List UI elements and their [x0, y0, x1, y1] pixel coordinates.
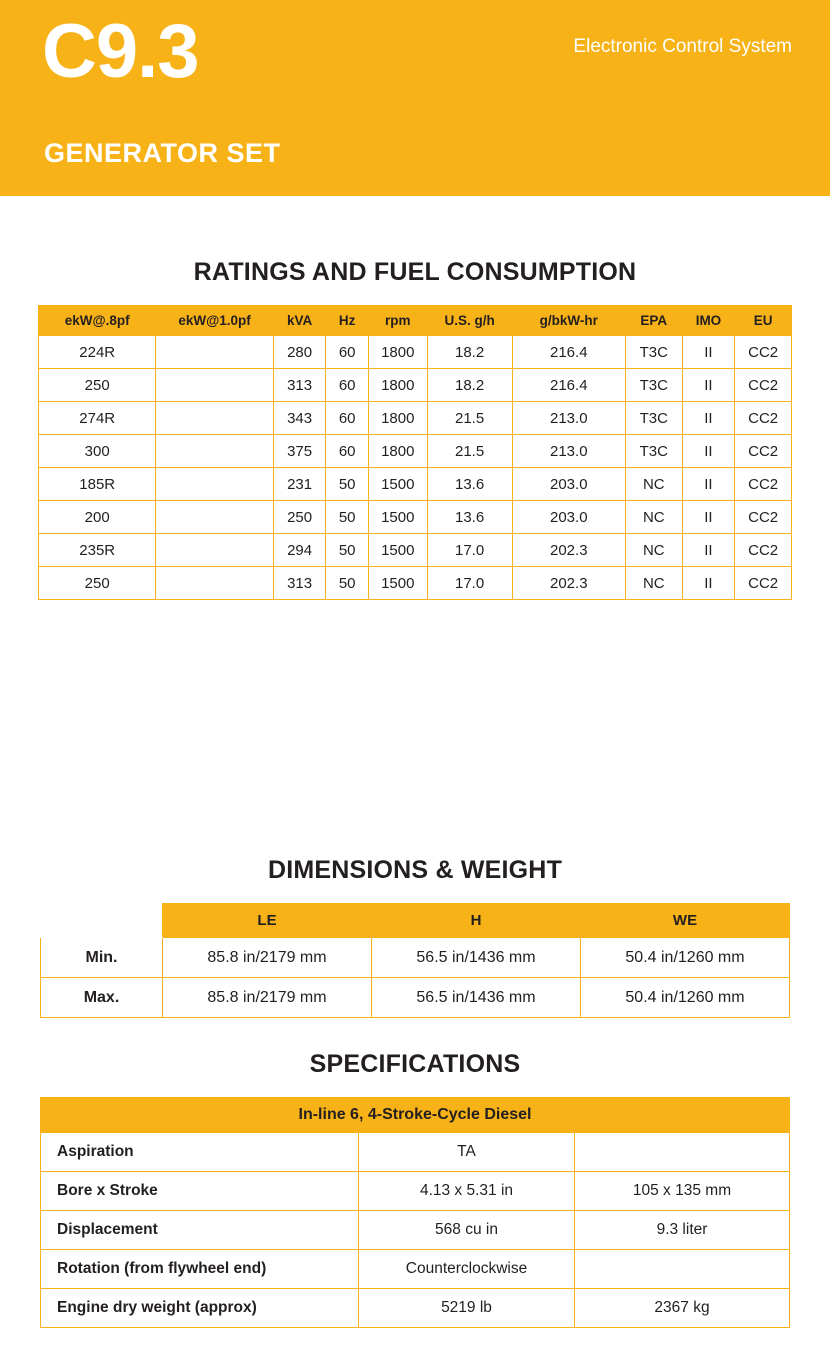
cell-eu: CC2 — [735, 402, 792, 435]
table-row — [39, 435, 792, 468]
cell-eu: CC2 — [735, 567, 792, 600]
cell-ekw08: 274R — [39, 402, 156, 435]
dimensions-section-title: DIMENSIONS & WEIGHT — [267, 856, 563, 884]
spec-label-bore-stroke: Bore x Stroke — [41, 1172, 359, 1211]
table-row — [41, 1250, 790, 1289]
cell-epa: NC — [625, 501, 682, 534]
cell-imo: II — [682, 567, 735, 600]
cell-hz: 60 — [326, 435, 369, 468]
cell-rpm: 1800 — [368, 336, 427, 369]
table-row — [39, 369, 792, 402]
spec-label-displacement: Displacement — [41, 1211, 359, 1250]
table-row — [41, 1211, 790, 1250]
spec-value-imperial: 4.13 x 5.31 in — [359, 1172, 575, 1211]
spec-value-imperial: TA — [359, 1133, 575, 1172]
cell-imo: II — [682, 501, 735, 534]
cell-rpm: 1800 — [368, 369, 427, 402]
ratings-col-usgh: U.S. g/h — [427, 306, 512, 336]
cell-kva: 231 — [273, 468, 326, 501]
cell-epa: T3C — [625, 435, 682, 468]
product-subtitle: GENERATOR SET — [44, 138, 281, 168]
dims-col-corner — [41, 904, 163, 938]
cell-epa: NC — [625, 468, 682, 501]
cell-gbkwhr: 202.3 — [512, 567, 625, 600]
cell-le: 85.8 in/2179 mm — [163, 938, 372, 978]
spec-label-rotation: Rotation (from flywheel end) — [41, 1250, 359, 1289]
cell-h: 56.5 in/1436 mm — [372, 978, 581, 1018]
cell-ekw10 — [156, 468, 273, 501]
dimensions-table — [40, 903, 790, 1018]
cell-usgh: 13.6 — [427, 501, 512, 534]
spec-value-metric: 9.3 liter — [575, 1211, 790, 1250]
spec-value-metric: 2367 kg — [575, 1289, 790, 1328]
spec-label-aspiration: Aspiration — [41, 1133, 359, 1172]
table-row — [39, 468, 792, 501]
ratings-col-ekw08: ekW@.8pf — [39, 306, 156, 336]
cell-kva: 294 — [273, 534, 326, 567]
product-model: C9.3 — [42, 9, 199, 94]
cell-gbkwhr: 216.4 — [512, 336, 625, 369]
cell-kva: 343 — [273, 402, 326, 435]
dims-col-we: WE — [581, 904, 790, 938]
ratings-col-eu: EU — [735, 306, 792, 336]
cell-usgh: 17.0 — [427, 534, 512, 567]
cell-ekw10 — [156, 534, 273, 567]
cell-imo: II — [682, 402, 735, 435]
cell-kva: 313 — [273, 567, 326, 600]
cell-gbkwhr: 202.3 — [512, 534, 625, 567]
cell-eu: CC2 — [735, 369, 792, 402]
cell-rpm: 1500 — [368, 501, 427, 534]
cell-hz: 60 — [326, 402, 369, 435]
cell-ekw08: 185R — [39, 468, 156, 501]
cell-imo: II — [682, 468, 735, 501]
cell-rpm: 1500 — [368, 534, 427, 567]
table-row — [41, 1133, 790, 1172]
table-row — [39, 336, 792, 369]
cell-le: 85.8 in/2179 mm — [163, 978, 372, 1018]
table-row — [41, 978, 790, 1018]
spec-value-imperial: Counterclockwise — [359, 1250, 575, 1289]
cell-eu: CC2 — [735, 435, 792, 468]
spec-label-dry-weight: Engine dry weight (approx) — [41, 1289, 359, 1328]
cell-ekw08: 235R — [39, 534, 156, 567]
cell-gbkwhr: 203.0 — [512, 501, 625, 534]
table-row — [41, 1172, 790, 1211]
cell-we: 50.4 in/1260 mm — [581, 978, 790, 1018]
ratings-col-ekw10: ekW@1.0pf — [156, 306, 273, 336]
cell-hz: 50 — [326, 468, 369, 501]
dims-row-label-max: Max. — [41, 978, 163, 1018]
cell-ekw10 — [156, 402, 273, 435]
cell-imo: II — [682, 336, 735, 369]
table-row — [39, 402, 792, 435]
cell-ekw08: 300 — [39, 435, 156, 468]
cell-gbkwhr: 213.0 — [512, 435, 625, 468]
ratings-section-title: RATINGS AND FUEL CONSUMPTION — [193, 258, 637, 286]
cell-ekw10 — [156, 369, 273, 402]
cell-ekw10 — [156, 501, 273, 534]
cell-kva: 313 — [273, 369, 326, 402]
cell-imo: II — [682, 435, 735, 468]
ratings-col-epa: EPA — [625, 306, 682, 336]
cell-usgh: 18.2 — [427, 369, 512, 402]
spec-value-metric: 105 x 135 mm — [575, 1172, 790, 1211]
ratings-col-gbkwhr: g/bkW-hr — [512, 306, 625, 336]
control-system-label: Electronic Control System — [573, 36, 792, 57]
cell-hz: 50 — [326, 501, 369, 534]
cell-rpm: 1500 — [368, 567, 427, 600]
cell-epa: T3C — [625, 402, 682, 435]
cell-h: 56.5 in/1436 mm — [372, 938, 581, 978]
specs-engine-type: In-line 6, 4-Stroke-Cycle Diesel — [41, 1098, 790, 1133]
table-row — [39, 567, 792, 600]
table-row — [39, 501, 792, 534]
dims-col-h: H — [372, 904, 581, 938]
cell-ekw08: 200 — [39, 501, 156, 534]
cell-usgh: 17.0 — [427, 567, 512, 600]
cell-epa: T3C — [625, 369, 682, 402]
cell-ekw08: 224R — [39, 336, 156, 369]
cell-we: 50.4 in/1260 mm — [581, 938, 790, 978]
dimensions-table-wrap — [40, 903, 790, 1018]
cell-eu: CC2 — [735, 534, 792, 567]
cell-eu: CC2 — [735, 501, 792, 534]
cell-usgh: 21.5 — [427, 435, 512, 468]
header-banner — [0, 0, 830, 196]
cell-epa: NC — [625, 567, 682, 600]
ratings-col-imo: IMO — [682, 306, 735, 336]
cell-hz: 60 — [326, 369, 369, 402]
cell-gbkwhr: 213.0 — [512, 402, 625, 435]
cell-ekw10 — [156, 567, 273, 600]
table-row — [41, 1289, 790, 1328]
cell-kva: 280 — [273, 336, 326, 369]
table-header-row — [41, 904, 790, 938]
cell-ekw10 — [156, 336, 273, 369]
cell-eu: CC2 — [735, 336, 792, 369]
cell-imo: II — [682, 369, 735, 402]
cell-epa: NC — [625, 534, 682, 567]
cell-ekw10 — [156, 435, 273, 468]
specifications-table — [40, 1097, 790, 1328]
ratings-col-kva: kVA — [273, 306, 326, 336]
table-row — [39, 534, 792, 567]
specifications-table-wrap — [40, 1097, 790, 1328]
spec-value-imperial: 5219 lb — [359, 1289, 575, 1328]
dims-col-le: LE — [163, 904, 372, 938]
spec-value-metric — [575, 1133, 790, 1172]
ratings-col-hz: Hz — [326, 306, 369, 336]
spec-value-metric — [575, 1250, 790, 1289]
cell-hz: 60 — [326, 336, 369, 369]
cell-usgh: 18.2 — [427, 336, 512, 369]
cell-rpm: 1500 — [368, 468, 427, 501]
dims-row-label-min: Min. — [41, 938, 163, 978]
cell-gbkwhr: 216.4 — [512, 369, 625, 402]
cell-rpm: 1800 — [368, 435, 427, 468]
cell-ekw08: 250 — [39, 369, 156, 402]
table-row — [41, 938, 790, 978]
cell-imo: II — [682, 534, 735, 567]
cell-kva: 250 — [273, 501, 326, 534]
cell-hz: 50 — [326, 567, 369, 600]
ratings-table-wrap — [38, 305, 792, 600]
cell-hz: 50 — [326, 534, 369, 567]
specifications-section-title: SPECIFICATIONS — [309, 1050, 521, 1078]
spec-value-imperial: 568 cu in — [359, 1211, 575, 1250]
ratings-table — [38, 305, 792, 600]
table-header-row — [39, 306, 792, 336]
cell-gbkwhr: 203.0 — [512, 468, 625, 501]
ratings-col-rpm: rpm — [368, 306, 427, 336]
cell-ekw08: 250 — [39, 567, 156, 600]
cell-rpm: 1800 — [368, 402, 427, 435]
cell-epa: T3C — [625, 336, 682, 369]
cell-eu: CC2 — [735, 468, 792, 501]
cell-usgh: 21.5 — [427, 402, 512, 435]
specs-header-row — [41, 1098, 790, 1133]
cell-usgh: 13.6 — [427, 468, 512, 501]
cell-kva: 375 — [273, 435, 326, 468]
